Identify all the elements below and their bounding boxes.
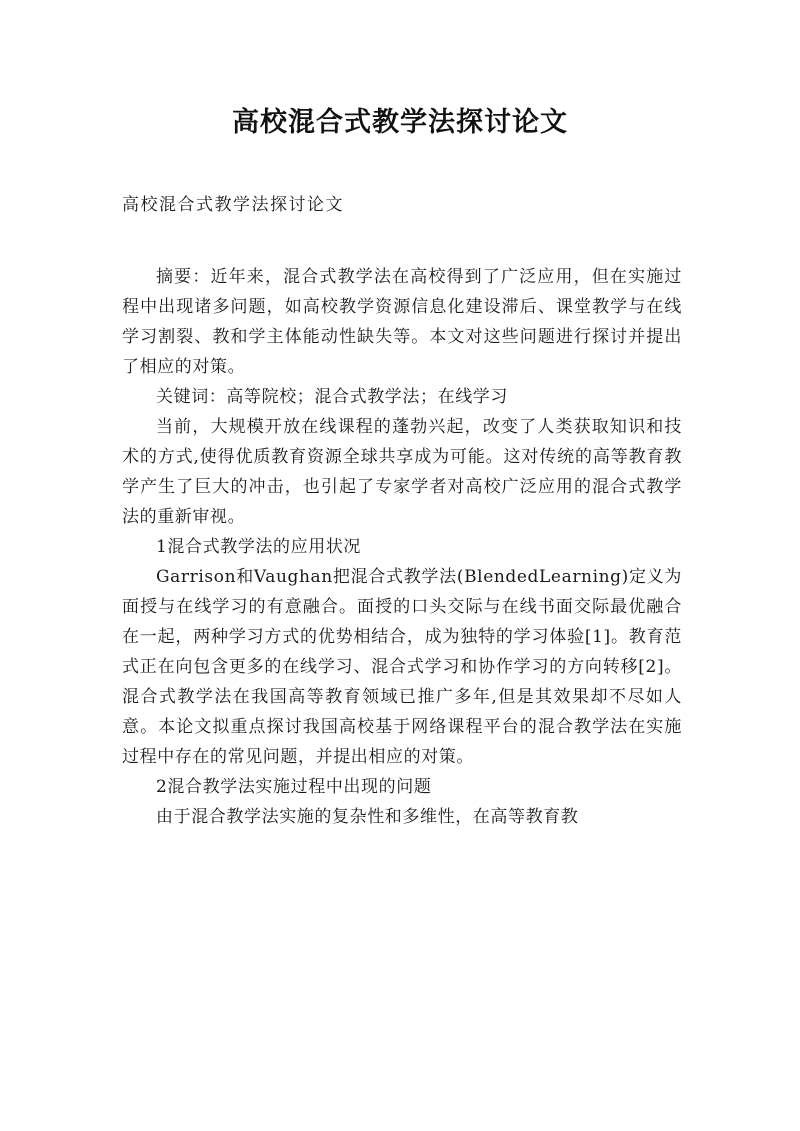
section-2-paragraph: 由于混合教学法实施的复杂性和多维性，在高等教育教 [156,807,579,827]
keywords-line: 关键词：高等院校；混合式教学法；在线学习 [156,387,508,407]
document-title: 高校混合式教学法探讨论文 [232,107,568,138]
document-body [122,262,682,832]
abstract-paragraph: 摘要：近年来，混合式教学法在高校得到了广泛应用，但在实施过程中出现诸多问题，如高校教学资源信息化建设滞后、课堂教学与在线学习割裂、教和学主体能动性缺失等。本文对这些问题进行探讨并提出了相应的对策。 [122,267,682,377]
intro-paragraph: 当前，大规模开放在线课程的蓬勃兴起，改变了人类获取知识和技术的方式,使得优质教育资源全球共享成为可能。这对传统的高等教育教学产生了巨大的冲击，也引起了专家学者对高校广泛应用的混合式教学法的重新审视。 [122,417,682,527]
document-subtitle: 高校混合式教学法探讨论文 [122,195,344,215]
section-1-heading: 1混合式教学法的应用状况 [156,537,362,557]
section-2-heading: 2混合教学法实施过程中出现的问题 [156,777,432,797]
section-1-paragraph: Garrison和Vaughan把混合式教学法(BlendedLearning)定义为面授与在线学习的有意融合。面授的口头交际与在线书面交际最优融合在一起，两种学习方式的优势相结合，成为独特的学习体验[1]。教育范式正在向包含更多的在线学习、混合式学习和协作学习的方向转移[2]。混合式教学法在我国高等教育领域已推广多年,但是其效果却不尽如人意。本论文拟重点探讨我国高校基于网络课程平台的混合教学法在实施过程中存在的常见问题，并提出相应的对策。 [122,567,682,767]
